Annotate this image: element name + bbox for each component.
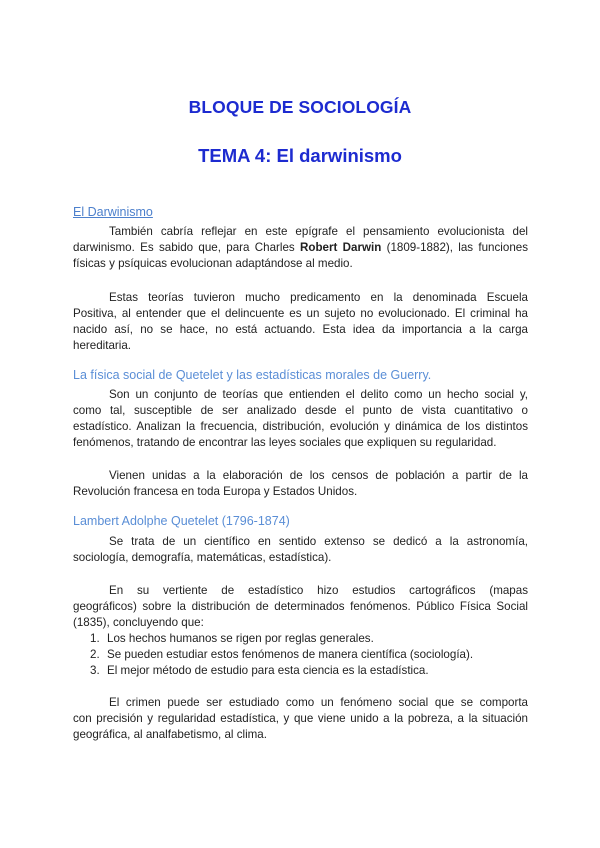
text-line: como tal, susceptible de ser analizado desde el punto de vista cuantitativo o <box>73 404 528 417</box>
author-name-bold: Robert Darwin <box>300 241 382 254</box>
text-line: estadístico. Analizan la frecuencia, distribución, evolución y dinámica de los distintos <box>73 420 528 433</box>
text-line: (1835), concluyendo que: <box>73 616 204 629</box>
section-heading-quetelet-guerry: La física social de Quetelet y las estadísticas morales de Guerry. <box>73 368 432 382</box>
text-line: Vienen unidas a la elaboración de los censos de población a partir de la <box>109 469 528 482</box>
paragraph-quetelet-1 <box>73 534 528 566</box>
paragraph-quetelet-3 <box>73 695 528 743</box>
text-line: geográfica, al analfabetismo, al clima. <box>73 728 267 741</box>
text-line: Son un conjunto de teorías que entienden el delito como un hecho social y, <box>109 388 528 401</box>
paragraph-quetelet-2 <box>73 583 528 631</box>
text-line: El crimen puede ser estudiado como un fenómeno social que se comporta <box>109 696 528 709</box>
text-line: Estas teorías tuvieron mucho predicamento en la denominada Escuela <box>109 291 528 304</box>
text-line: En su vertiente de estadístico hizo estudios cartográficos (mapas <box>109 584 528 597</box>
paragraph-fisica-social-2 <box>73 468 528 500</box>
text-line: fenómenos, tratando de encontrar las leyes sociales que expliquen su regularidad. <box>73 436 497 449</box>
text-line: Se trata de un científico en sentido extenso se dedicó a la astronomía, <box>109 535 528 548</box>
document-subtitle: TEMA 4: El darwinismo <box>198 145 402 166</box>
text-line: geográficos) sobre la distribución de determinados fenómenos. Público Física Social <box>73 600 528 613</box>
paragraph-fisica-social-1 <box>73 387 528 451</box>
text-line: con precisión y regularidad estadística, y que viene unido a la pobreza, a la situación <box>73 712 528 725</box>
list-item <box>73 647 528 663</box>
text-line: También cabría reflejar en este epígrafe el pensamiento evolucionista del <box>109 225 528 238</box>
paragraph-darwinismo-2 <box>73 290 528 354</box>
list-item <box>73 663 528 679</box>
text-span: (1809-1882), las funciones <box>381 241 529 254</box>
list-number: 2. <box>90 648 100 661</box>
paragraph-darwinismo-1 <box>73 224 528 272</box>
conclusions-list <box>73 631 528 679</box>
document-title: BLOQUE DE SOCIOLOGÍA <box>188 97 412 117</box>
text-line: Revolución francesa en toda Europa y Estados Unidos. <box>73 485 358 498</box>
text-line: físicas y psíquicas evolucionan adaptándose al medio. <box>73 257 353 270</box>
list-number: 1. <box>90 632 100 645</box>
list-item <box>73 631 528 647</box>
list-item-text: Se pueden estudiar estos fenómenos de manera científica (sociología). <box>107 648 474 661</box>
section-heading-quetelet-bio: Lambert Adolphe Quetelet (1796-1874) <box>73 514 290 528</box>
text-line <box>73 240 528 256</box>
text-span: darwinismo. Es sabido que, para Charles <box>73 241 300 254</box>
text-line: hereditaria. <box>73 339 132 352</box>
section-heading-darwinismo: El Darwinismo <box>73 205 153 219</box>
list-item-text: Los hechos humanos se rigen por reglas generales. <box>107 632 374 645</box>
list-item-text: El mejor método de estudio para esta ciencia es la estadística. <box>107 664 429 677</box>
text-line: sociología, demografía, matemáticas, estadística). <box>73 551 332 564</box>
text-line: Positiva, al entender que el delincuente es un sujeto no evolucionado. El criminal ha <box>73 307 528 320</box>
list-number: 3. <box>90 664 100 677</box>
text-line: nacido así, no se hace, no está actuando. Esta idea da importancia a la carga <box>73 323 528 336</box>
